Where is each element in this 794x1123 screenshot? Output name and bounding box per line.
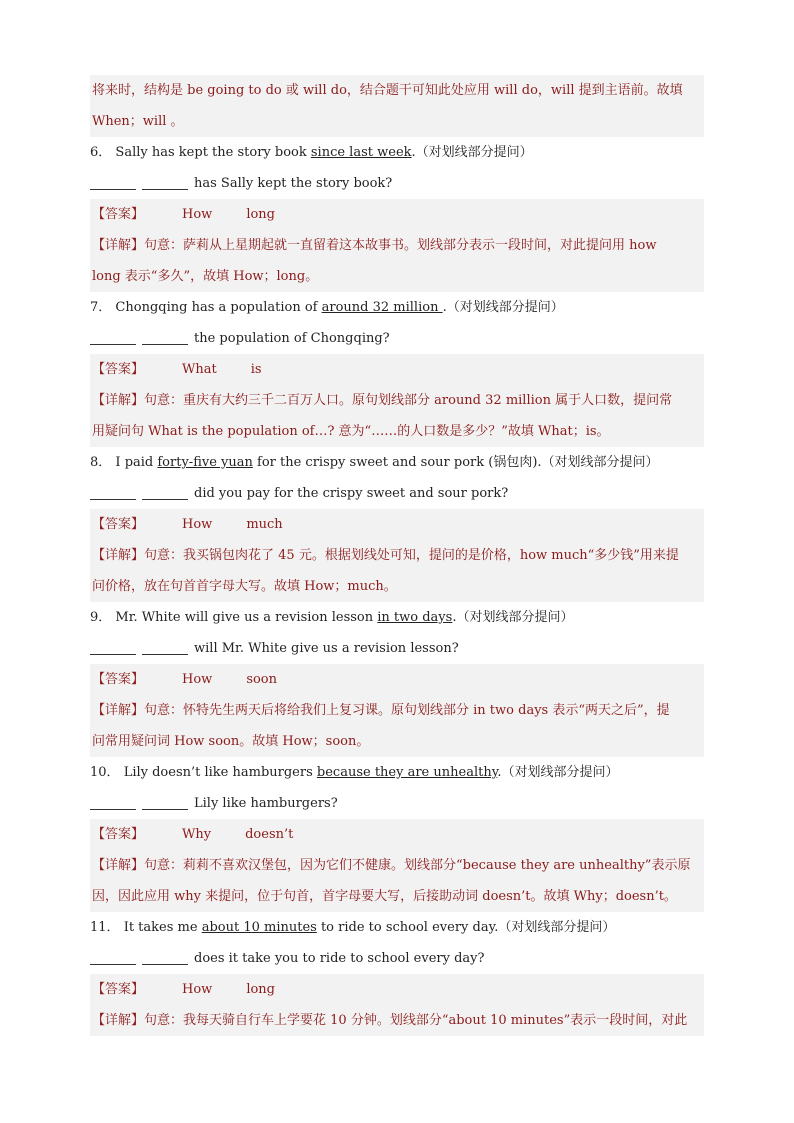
blank-sentence-rest: Lily like hamburgers? (194, 796, 338, 811)
detail-text: 句意：重庆有大约三千二百万人口。原句划线部分 around 32 million 属于人口数，提问常 (144, 393, 673, 408)
question-text: Lily doesn’t like hamburgers (123, 765, 317, 780)
answer-word: doesn’t (245, 827, 294, 842)
question-line (90, 912, 704, 943)
answer-block (90, 664, 704, 757)
question-item (90, 292, 704, 447)
answer-word: is (250, 362, 262, 377)
answer-word: soon (246, 672, 278, 687)
question-item (90, 602, 704, 757)
answer-block (90, 354, 704, 447)
answer-word: How (182, 982, 213, 997)
question-line (90, 602, 704, 633)
fill-blank-line (90, 323, 704, 354)
question-number: 6． (90, 145, 112, 160)
detail-text: 句意：我买锅包肉花了 45 元。根据划线处可知，提问的是价格，how much“多少钱”用来提 (144, 548, 679, 563)
question-number: 9． (90, 610, 112, 625)
answer-label: 【答案】 (92, 362, 145, 377)
question-instruction: for the crispy sweet and sour pork (锅包肉).（对划线部分提问） (252, 455, 659, 470)
detail-label: 【详解】 (92, 703, 145, 718)
answer-line (90, 974, 704, 1005)
underlined-phrase: since last week (310, 145, 412, 160)
detail-line (90, 540, 704, 571)
detail-line: 问常用疑问词 How soon。故填 How；soon。 (92, 734, 370, 749)
answer-block (90, 199, 704, 292)
question-number: 7． (90, 300, 112, 315)
question-instruction: to ride to school every day.（对划线部分提问） (316, 920, 616, 935)
underlined-phrase: forty-five yuan (157, 455, 253, 470)
fill-blank-line (90, 633, 704, 664)
answer-word: What (182, 362, 217, 377)
detail-line: 用疑问句 What is the population of…? 意为“……的人口数是多少？”故填 What；is。 (92, 424, 610, 439)
answer-word: long (246, 982, 275, 997)
fill-blank-line (90, 788, 704, 819)
question-line (90, 137, 704, 168)
explanation-line: 将来时，结构是 be going to do 或 will do，结合题干可知此处应用 will do，will 提到主语前。故填 (92, 83, 683, 98)
question-text: I paid (115, 455, 158, 470)
detail-line (90, 850, 704, 881)
question-line (90, 292, 704, 323)
question-list (90, 137, 704, 1036)
answer-word: much (246, 517, 283, 532)
fill-blank-line (90, 943, 704, 974)
answer-block (90, 819, 704, 912)
answer-block (90, 974, 704, 1036)
detail-line (90, 385, 704, 416)
question-instruction: .（对划线部分提问） (442, 300, 564, 315)
answer-line (90, 819, 704, 850)
question-line (90, 447, 704, 478)
detail-label: 【详解】 (92, 1013, 145, 1028)
question-text: It takes me (123, 920, 202, 935)
detail-line: long 表示“多久”，故填 How；long。 (92, 269, 319, 284)
answer-word: long (246, 207, 275, 222)
question-number: 8． (90, 455, 112, 470)
underlined-phrase: in two days (377, 610, 453, 625)
answer-word: How (182, 672, 213, 687)
answer-blank (90, 483, 136, 500)
detail-label: 【详解】 (92, 238, 145, 253)
answer-blank (90, 173, 136, 190)
detail-line (90, 695, 704, 726)
blank-sentence-rest: has Sally kept the story book? (194, 176, 393, 191)
question-text: Mr. White will give us a revision lesson (115, 610, 378, 625)
fill-blank-line (90, 168, 704, 199)
blank-sentence-rest: will Mr. White give us a revision lesson? (194, 641, 459, 656)
answer-label: 【答案】 (92, 517, 145, 532)
question-instruction: .（对划线部分提问） (452, 610, 574, 625)
blank-sentence-rest: the population of Chongqing? (194, 331, 390, 346)
detail-line: 因，因此应用 why 来提问，位于句首，首字母要大写，后接助动词 doesn’t。故填 Why；doesn’t。 (92, 889, 677, 904)
blank-sentence-rest: did you pay for the crispy sweet and sour pork? (194, 486, 509, 501)
question-number: 11． (90, 920, 120, 935)
detail-label: 【详解】 (92, 858, 145, 873)
underlined-phrase: because they are unhealthy (316, 765, 498, 780)
question-item (90, 912, 704, 1036)
question-item (90, 757, 704, 912)
answer-blank (90, 638, 136, 655)
question-instruction: .（对划线部分提问） (411, 145, 533, 160)
question-text: Sally has kept the story book (115, 145, 311, 160)
answer-blank (142, 638, 188, 655)
answer-word: Why (182, 827, 212, 842)
answer-word: How (182, 207, 213, 222)
question-line (90, 757, 704, 788)
blank-sentence-rest: does it take you to ride to school every day? (194, 951, 485, 966)
answer-block (90, 509, 704, 602)
underlined-phrase: around 32 million (321, 300, 443, 315)
answer-blank (90, 328, 136, 345)
answer-label: 【答案】 (92, 982, 145, 997)
question-number: 10． (90, 765, 120, 780)
detail-line: 问价格，放在句首首字母大写。故填 How；much。 (92, 579, 397, 594)
answer-blank (142, 483, 188, 500)
answer-blank (142, 328, 188, 345)
detail-line (90, 1005, 704, 1036)
detail-label: 【详解】 (92, 548, 145, 563)
detail-text: 句意：怀特先生两天后将给我们上复习课。原句划线部分 in two days 表示“两天之后”，提 (144, 703, 670, 718)
question-text: Chongqing has a population of (115, 300, 322, 315)
answer-line (90, 509, 704, 540)
answer-blank (90, 948, 136, 965)
previous-explanation-block (90, 75, 704, 137)
answer-label: 【答案】 (92, 672, 145, 687)
detail-line (90, 230, 704, 261)
underlined-phrase: about 10 minutes (201, 920, 317, 935)
question-item (90, 137, 704, 292)
detail-text: 句意：莉莉不喜欢汉堡包，因为它们不健康。划线部分“because they are unhealthy”表示原 (144, 858, 691, 873)
answer-line (90, 199, 704, 230)
detail-text: 句意：萨莉从上星期起就一直留着这本故事书。划线部分表示一段时间，对此提问用 how (144, 238, 657, 253)
answer-line (90, 354, 704, 385)
explanation-line: When；will 。 (92, 114, 184, 129)
answer-blank (142, 948, 188, 965)
detail-text: 句意：我每天骑自行车上学要花 10 分钟。划线部分“about 10 minutes”表示一段时间，对此 (144, 1013, 688, 1028)
answer-line (90, 664, 704, 695)
question-item (90, 447, 704, 602)
question-instruction: .（对划线部分提问） (497, 765, 619, 780)
answer-blank (142, 793, 188, 810)
answer-blank (142, 173, 188, 190)
fill-blank-line (90, 478, 704, 509)
answer-word: How (182, 517, 213, 532)
answer-label: 【答案】 (92, 827, 145, 842)
answer-blank (90, 793, 136, 810)
detail-label: 【详解】 (92, 393, 145, 408)
exercise-content (90, 75, 704, 1036)
answer-label: 【答案】 (92, 207, 145, 222)
